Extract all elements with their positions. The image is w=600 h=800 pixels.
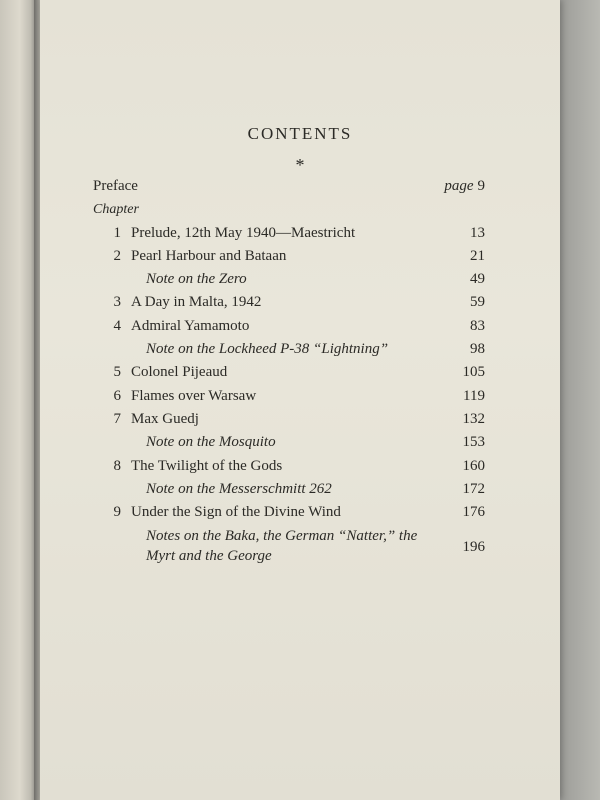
note-title	[146, 526, 417, 566]
page-number: 49	[470, 271, 485, 288]
toc-note	[93, 431, 485, 454]
toc-entry	[93, 501, 485, 524]
left-page-edge	[0, 0, 36, 800]
preface-row	[93, 175, 485, 198]
toc-entry	[93, 315, 485, 338]
chapter-title: Prelude, 12th May 1940—Maestricht	[131, 224, 356, 241]
toc-entry	[93, 455, 485, 478]
chapter-number: 3	[113, 294, 121, 311]
note-title: Note on the Messerschmitt 262	[146, 480, 332, 497]
chapter-title: The Twilight of the Gods	[131, 457, 283, 474]
page-number: 21	[470, 247, 485, 264]
chapter-title: Colonel Pijeaud	[131, 364, 228, 381]
page-number: 83	[470, 317, 485, 334]
note-title: Note on the Zero	[146, 271, 247, 288]
preface-label: Preface	[93, 178, 138, 194]
toc-note	[93, 478, 485, 501]
preface-page-number: 9	[477, 178, 485, 194]
toc-entry	[93, 291, 485, 314]
page-number: 98	[470, 341, 485, 358]
page-number: 105	[462, 364, 485, 381]
page-number: 160	[462, 457, 485, 474]
note-title: Note on the Lockheed P-38 “Lightning”	[146, 341, 389, 358]
chapter-heading: Chapter	[93, 202, 139, 218]
page-number: 13	[470, 224, 485, 241]
ornament: *	[295, 155, 305, 175]
contents-page	[40, 0, 560, 800]
chapter-title: Admiral Yamamoto	[131, 317, 250, 334]
chapter-number: 1	[113, 224, 121, 241]
page-number: 119	[463, 387, 485, 404]
table-of-contents	[93, 175, 485, 571]
toc-entry	[93, 385, 485, 408]
page-number: 153	[462, 434, 485, 451]
chapter-title: Max Guedj	[131, 410, 199, 427]
toc-note	[93, 338, 485, 361]
page-title: CONTENTS	[247, 124, 353, 143]
note-title: Note on the Mosquito	[146, 434, 276, 451]
chapter-title: A Day in Malta, 1942	[131, 294, 262, 311]
chapter-title: Under the Sign of the Divine Wind	[131, 504, 341, 521]
toc-note	[93, 524, 485, 571]
note-line-2: Myrt and the George	[146, 548, 272, 565]
page-number: 59	[470, 294, 485, 311]
chapter-title: Pearl Harbour and Bataan	[131, 247, 287, 264]
chapter-number: 4	[113, 317, 121, 334]
page-prefix: page	[444, 178, 474, 194]
chapter-number: 2	[113, 247, 121, 264]
chapter-number: 5	[113, 364, 121, 381]
page-number: 196	[462, 539, 485, 556]
chapter-title: Flames over Warsaw	[131, 387, 257, 404]
page-number: 172	[462, 480, 485, 497]
toc-note	[93, 268, 485, 291]
page-number: 176	[462, 504, 485, 521]
toc-entry	[93, 408, 485, 431]
toc-entry	[93, 222, 485, 245]
toc-entry	[93, 361, 485, 384]
note-line-1: Notes on the Baka, the German “Natter,” the	[146, 528, 418, 545]
chapter-number: 9	[113, 504, 121, 521]
chapter-number: 7	[113, 410, 121, 427]
toc-entry	[93, 245, 485, 268]
preface-page	[444, 175, 485, 198]
chapter-number: 6	[113, 387, 121, 404]
page-number: 132	[462, 410, 485, 427]
chapter-number: 8	[113, 457, 121, 474]
chapter-heading-row	[93, 198, 485, 221]
